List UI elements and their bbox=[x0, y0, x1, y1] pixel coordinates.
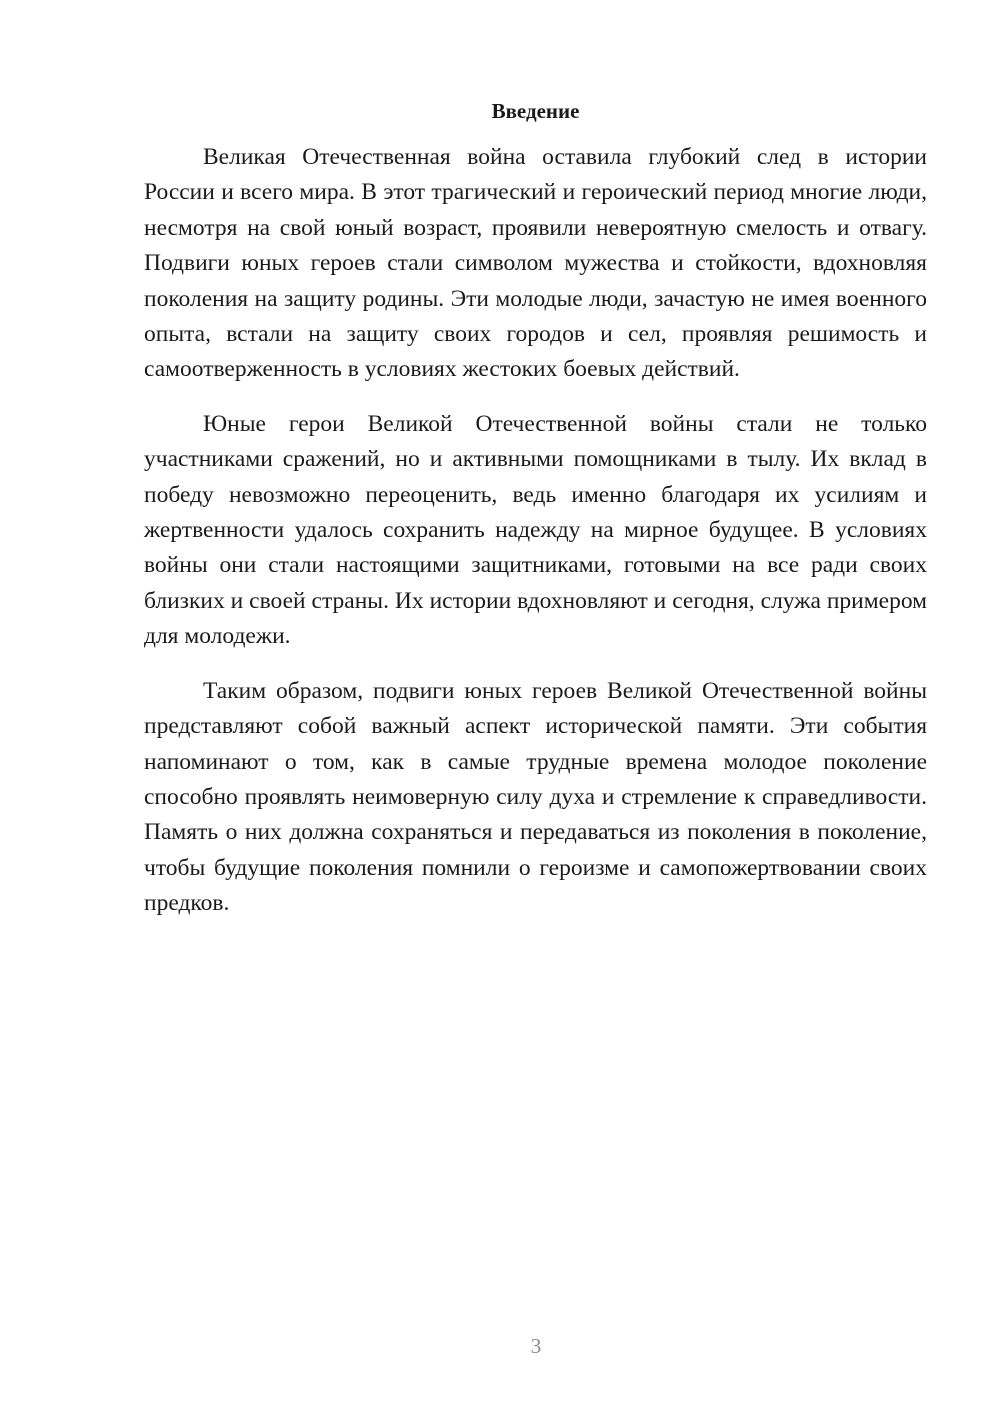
section-title: Введение bbox=[491, 99, 580, 123]
paragraph: Юные герои Великой Отечественной войны стали не только участниками сражений, но и активными помощниками в тылу. Их вклад в победу невозможно переоценить, ведь именно благодаря их усилиям и жертвенности удалось сохранить надежду на мирное будущее. В условиях войны они стали настоящими защитниками, готовыми на все ради своих близких и своей страны. Их истории вдохновляют и сегодня, служа примером для молодежи. bbox=[144, 410, 927, 650]
paragraph: Таким образом, подвиги юных героев Великой Отечественной войны представляют собой важный аспект исторической памяти. Эти события напоминают о том, как в самые трудные времена молодое поколение способно проявлять неимоверную силу духа и стремление к справедливости. Память о них должна сохраняться и передаваться из поколения в поколение, чтобы будущие поколения помнили о героизме и самопожертвовании своих предков. bbox=[144, 677, 927, 917]
paragraph: Великая Отечественная война оставила глубокий след в истории России и всего мира. В этот трагический и героический период многие люди, несмотря на свой юный возраст, проявили невероятную смелость и отвагу. Подвиги юных героев стали символом мужества и стойкости, вдохновляя поколения на защиту родины. Эти молодые люди, зачастую не имея военного опыта, встали на защиту своих городов и сел, проявляя решимость и самоотверженность в условиях жестоких боевых действий. bbox=[144, 144, 927, 383]
page-number: 3 bbox=[530, 1334, 542, 1358]
page-content bbox=[144, 94, 927, 941]
